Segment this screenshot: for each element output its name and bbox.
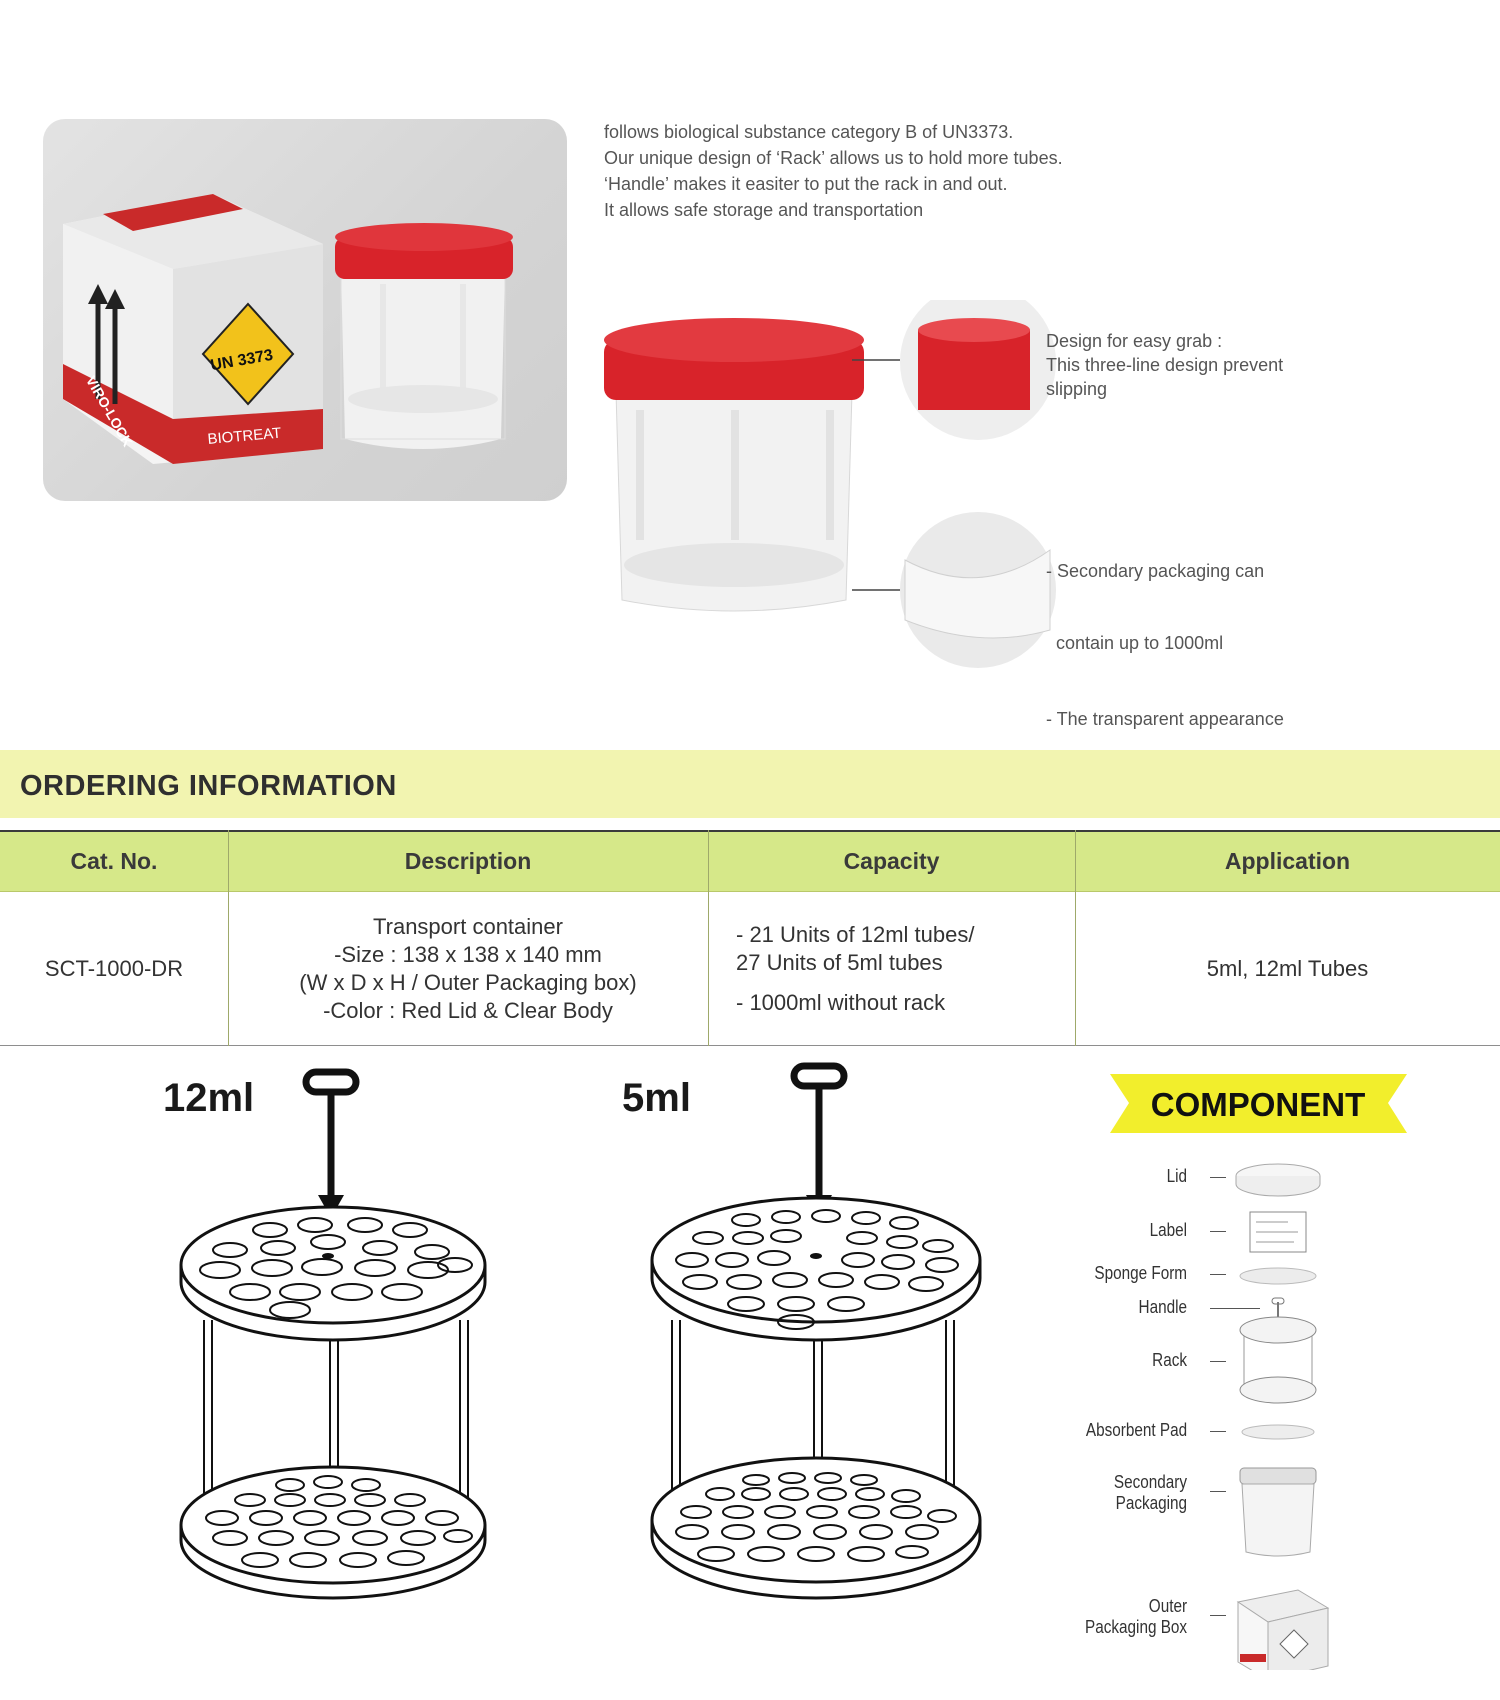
header-cat-no: Cat. No.: [0, 830, 228, 892]
component-label-pad: Absorbent Pad: [1085, 1420, 1187, 1440]
product-photo: [43, 119, 567, 501]
hazard-label: UN 3373: [209, 346, 275, 375]
ordering-title: ORDERING INFORMATION: [20, 770, 397, 802]
capacity-line: - 21 Units of 12ml tubes/: [736, 921, 975, 947]
cell-application: [1075, 892, 1500, 1046]
component-label-label: Label: [1149, 1220, 1187, 1240]
leader-line: [1210, 1615, 1226, 1616]
rack-12ml-diagram: [170, 1060, 520, 1620]
callout-line: This three-line design prevent: [1046, 355, 1284, 375]
description-line: (W x D x H / Outer Packaging box): [299, 969, 637, 995]
description-line: -Size : 138 x 138 x 140 mm: [334, 941, 602, 967]
component-illustrations: [1228, 1150, 1348, 1670]
callout-line: contain up to 1000ml: [1046, 633, 1224, 653]
component-banner: [1110, 1074, 1407, 1133]
header-application: Application: [1075, 830, 1500, 892]
component-label-rack: Rack: [1152, 1350, 1187, 1370]
leader-line: [1210, 1274, 1226, 1275]
cell-cat-no: [0, 892, 228, 1046]
intro-line: ‘Handle’ makes it easiter to put the rack in and out.: [604, 174, 1008, 194]
ordering-table: [0, 830, 1500, 1046]
cat-no-value: SCT-1000-DR: [44, 955, 184, 981]
description-line: Transport container: [373, 913, 563, 939]
grab-callout: [1046, 329, 1283, 401]
rack-5ml-diagram: [636, 1060, 986, 1620]
leader-line: [1210, 1361, 1226, 1362]
callout-line: - Secondary packaging can: [1046, 561, 1265, 581]
intro-line: It allows safe storage and transportation: [604, 200, 924, 220]
leader-line: [1210, 1177, 1226, 1178]
callout-line: slipping: [1046, 379, 1108, 399]
component-label-sponge: Sponge Form: [1094, 1263, 1187, 1283]
intro-line: follows biological substance category B of UN3373.: [604, 122, 1014, 142]
column-divider: [1075, 830, 1076, 1046]
component-label-handle: Handle: [1138, 1297, 1187, 1317]
callout-line: - The transparent appearance: [1046, 709, 1284, 729]
rack-5ml-label: 5ml: [622, 1076, 691, 1120]
leader-line: [1210, 1431, 1226, 1432]
intro-line: Our unique design of ‘Rack’ allows us to hold more tubes.: [604, 148, 1063, 168]
callout-line: Design for easy grab :: [1046, 331, 1223, 351]
capacity-line: - 1000ml without rack: [736, 989, 946, 1015]
header-capacity: Capacity: [708, 830, 1075, 892]
box-brand: VIRO-LOCK: [82, 373, 137, 450]
component-label-secondary: Secondary Packaging: [1113, 1472, 1187, 1513]
component-label-lid: Lid: [1166, 1166, 1187, 1186]
jar-illustration: [600, 300, 1120, 680]
rack-12ml-label: 12ml: [163, 1076, 255, 1120]
capacity-line: 27 Units of 5ml tubes: [736, 949, 943, 975]
description-line: -Color : Red Lid & Clear Body: [323, 997, 613, 1023]
leader-line: [1210, 1231, 1226, 1232]
column-divider: [708, 830, 709, 1046]
header-description: Description: [228, 830, 708, 892]
cell-description: [228, 892, 708, 1046]
column-divider: [228, 830, 229, 1046]
box-maker: BIOTREAT: [206, 424, 282, 448]
cell-capacity: [708, 892, 1075, 1046]
leader-line: [1210, 1491, 1226, 1492]
component-title: COMPONENT: [1150, 1086, 1366, 1123]
application-value: 5ml, 12ml Tubes: [1206, 955, 1369, 981]
component-label-outer: Outer Packaging Box: [1084, 1596, 1187, 1637]
